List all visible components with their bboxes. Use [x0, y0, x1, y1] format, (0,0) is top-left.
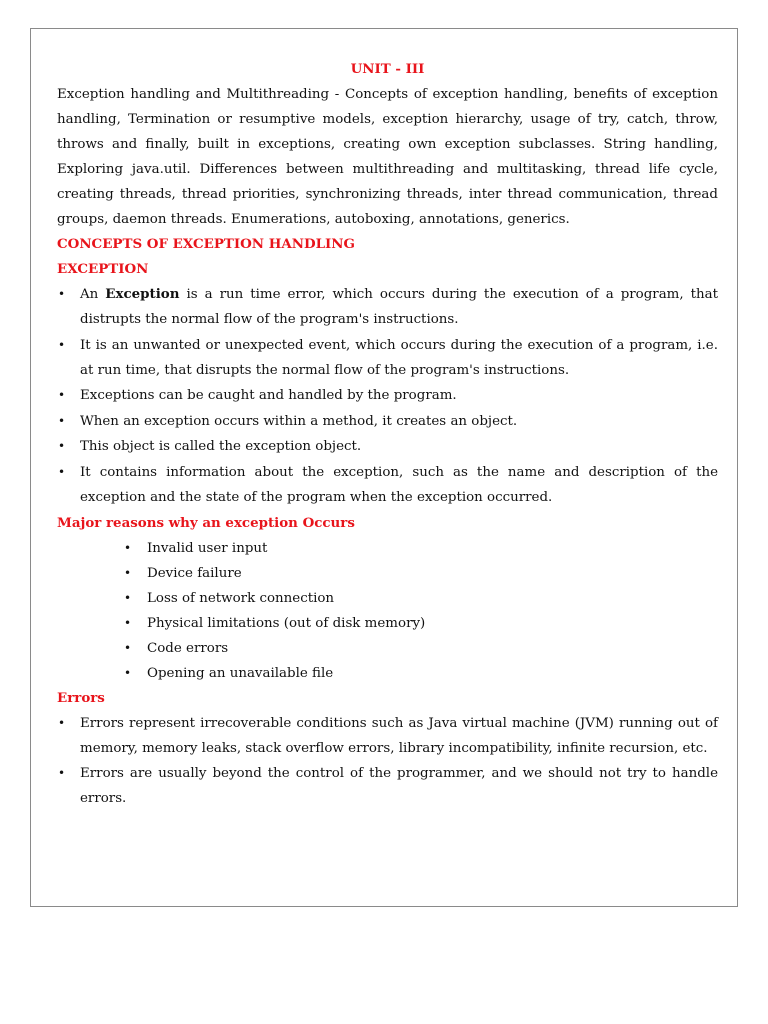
bullet-icon: • — [58, 715, 66, 730]
bullet-icon: • — [124, 540, 132, 555]
bullet-prefix: An — [80, 287, 106, 302]
reason-text: Physical limitations (out of disk memory) — [147, 615, 426, 631]
bullet-icon: • — [58, 287, 66, 301]
list-item — [57, 409, 718, 434]
reason-text: Invalid user input — [147, 540, 268, 556]
bullet-icon: • — [58, 388, 66, 403]
reasons-list — [57, 536, 718, 686]
list-item — [124, 611, 718, 636]
list-item — [57, 383, 718, 408]
list-item — [57, 282, 718, 332]
errors-heading: Errors — [57, 689, 105, 706]
errors-bullet-list — [57, 711, 718, 812]
bullet-icon: • — [58, 413, 66, 428]
bullet-icon: • — [124, 665, 132, 680]
list-item — [57, 460, 718, 510]
exception-term: Exception — [105, 286, 180, 302]
list-item — [57, 761, 718, 811]
reasons-heading: Major reasons why an exception Occurs — [57, 514, 355, 531]
list-item — [57, 434, 718, 459]
exception-heading: EXCEPTION — [57, 261, 149, 277]
reason-text: Loss of network connection — [147, 590, 335, 606]
exception-bullet-list — [57, 282, 718, 510]
reason-text: Opening an unavailable file — [147, 665, 334, 681]
bullet-icon: • — [58, 439, 66, 454]
bullet-text: This object is called the exception object. — [80, 439, 362, 455]
bullet-icon: • — [58, 337, 66, 352]
bullet-text: Exceptions can be caught and handled by the program. — [80, 388, 457, 404]
document-page — [30, 28, 738, 907]
bullet-icon: • — [124, 590, 132, 605]
reason-text: Device failure — [147, 565, 242, 581]
unit-title: UNIT - III — [350, 61, 425, 77]
list-item — [124, 586, 718, 611]
bullet-text: When an exception occurs within a method, it creates an object. — [80, 413, 518, 429]
bullet-text: It contains information about the exception, such as the name and description of the exception and the state of the program when the exception occurred. — [80, 464, 718, 505]
bullet-suffix: is a run time error, which occurs during the execution of a program, that distrupts the normal flow of the program's instructions. — [80, 287, 718, 327]
bullet-text: Errors represent irrecoverable conditions such as Java virtual machine (JVM) running out of memory, memory leaks, stack overflow errors, library incompatibility, infinite recursion, etc. — [80, 715, 718, 756]
reason-text: Code errors — [147, 640, 229, 656]
bullet-text: Errors are usually beyond the control of the programmer, and we should not try to handle errors. — [80, 766, 718, 807]
bullet-icon: • — [124, 565, 132, 580]
intro-paragraph: Exception handling and Multithreading - Concepts of exception handling, benefits of exception handling, Termination or resumptive models, exception hierarchy, usage of try, catch, throw, throws and finally, built in exceptions, creating own exception subclasses. String handling, Exploring java.util. Differences between multithreading and multitasking, thread life cycle, creating threads, thread priorities, synchronizing threads, inter thread communication, thread groups, daemon threads. Enumerations, autoboxing, annotations, generics. — [57, 87, 718, 227]
section-heading: CONCEPTS OF EXCEPTION HANDLING — [57, 236, 355, 252]
list-item — [124, 561, 718, 586]
bullet-icon: • — [58, 766, 66, 781]
list-item — [57, 711, 718, 761]
list-item — [124, 536, 718, 561]
bullet-icon: • — [58, 464, 66, 479]
list-item — [57, 333, 718, 383]
list-item — [124, 636, 718, 661]
list-item — [124, 661, 718, 686]
bullet-text: It is an unwanted or unexpected event, which occurs during the execution of a program, i.e. at run time, that disrupts the normal flow of the program's instructions. — [80, 337, 718, 378]
bullet-icon: • — [124, 640, 132, 655]
page-content — [57, 57, 718, 812]
bullet-icon: • — [124, 615, 132, 630]
